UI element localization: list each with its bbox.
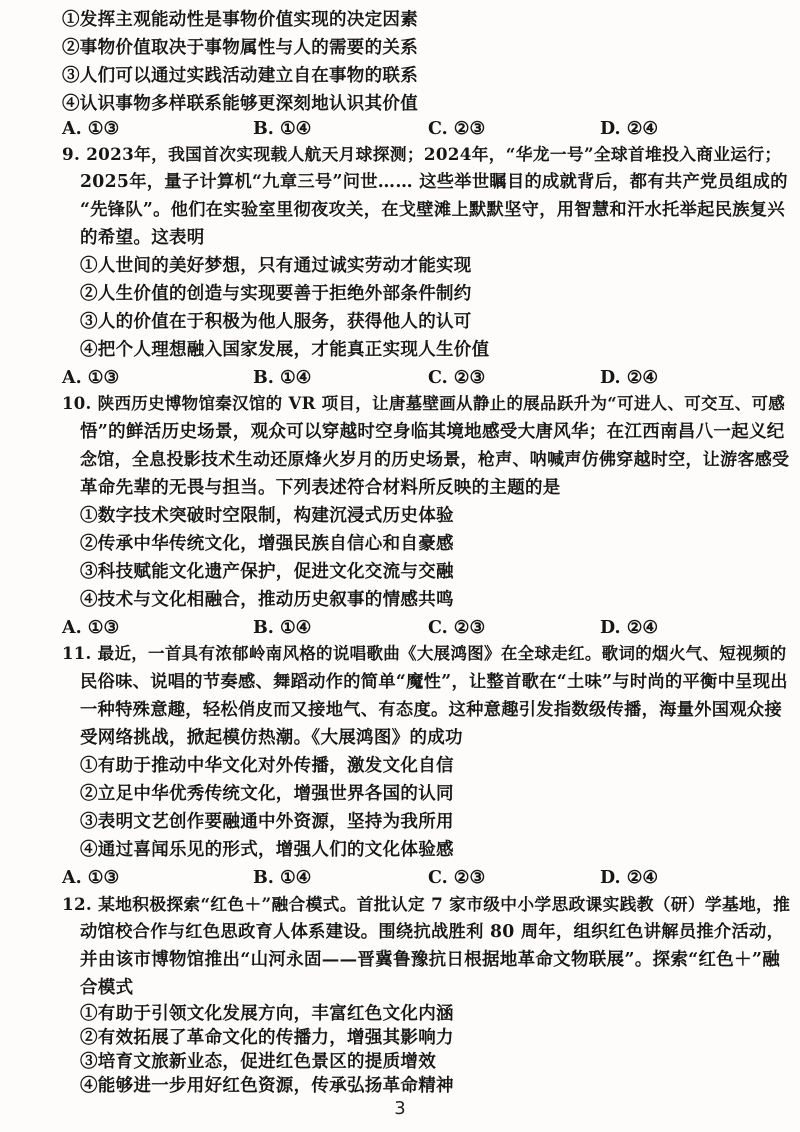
choice-b: B. ①④ <box>253 368 312 388</box>
question-stem-line: 悟”的鲜活历史场景，观众可以穿越时空身临其境地感受大唐风华；在江西南昌八一起义纪 <box>80 422 785 442</box>
question-stem-line: “先锋队”。他们在实验室里彻夜攻关，在戈壁滩上默默坚守，用智慧和汗水托举起民族复兴 <box>80 200 785 220</box>
question-stem-line: 9. 2023年，我国首次实现载人航天月球探测；2024年，“华龙一号”全球首堆投入商业运行； <box>62 144 782 164</box>
choice-b: B. ①④ <box>253 618 312 638</box>
option-line: ④技术与文化相融合，推动历史叙事的情感共鸣 <box>80 590 454 610</box>
option-line: ②传承中华传统文化，增强民族自信心和自豪感 <box>80 534 454 554</box>
choice-c: C. ②③ <box>428 368 486 388</box>
option-line: ③表明文艺创作要融通中外资源，坚持为我所用 <box>80 812 454 832</box>
question-stem-line: 10. 陕西历史博物馆秦汉馆的 VR 项目，让唐墓壁画从静止的展品跃升为“可进人、可交互、可感 <box>62 394 786 413</box>
choice-d: D. ②④ <box>600 868 659 888</box>
option-line: ①有助于推动中华文化对外传播，激发文化自信 <box>80 756 454 776</box>
option-line: ①人世间的美好梦想，只有通过诚实劳动才能实现 <box>80 256 472 276</box>
choice-d: D. ②④ <box>600 618 659 638</box>
option-line: ③科技赋能文化遗产保护，促进文化交流与交融 <box>80 562 454 582</box>
option-line: ②有效拓展了革命文化的传播力，增强其影响力 <box>80 1028 454 1048</box>
option-line: ④认识事物多样联系能够更深刻地认识其价值 <box>62 94 418 114</box>
option-line: ②人生价值的创造与实现要善于拒绝外部条件制约 <box>80 284 472 304</box>
choice-a: A. ①③ <box>62 618 120 638</box>
choice-a: A. ①③ <box>62 368 120 388</box>
choice-c: C. ②③ <box>428 868 486 888</box>
option-line: ③人的价值在于积极为他人服务，获得他人的认可 <box>80 312 472 332</box>
answer-choices <box>0 366 800 390</box>
option-line: ①数字技术突破时空限制，构建沉浸式历史体验 <box>80 506 454 526</box>
question-stem-line: 12. 某地积极探索“红色＋”融合模式。首批认定 7 家市级中小学思政课实践教（研）学基地，推 <box>62 894 791 914</box>
option-line: ④把个人理想融入国家发展，才能真正实现人生价值 <box>80 340 490 360</box>
question-stem-line: 动馆校合作与红色思政育人体系建设。围绕抗战胜利 80 周年，组织红色讲解员推介活动， <box>80 922 785 942</box>
question-stem-line: 念馆，全息投影技术生动还原烽火岁月的历史场景，枪声、呐喊声仿佛穿越时空，让游客感受 <box>80 450 790 470</box>
choice-a: A. ①③ <box>62 119 120 139</box>
answer-choices <box>0 117 800 141</box>
choice-a: A. ①③ <box>62 868 120 888</box>
question-stem-line: 民俗味、说唱的节奏感、舞蹈动作的简单“魔性”，让整首歌在“土味”与时尚的平衡中呈现出 <box>80 672 788 692</box>
question-stem-line: 革命先辈的无畏与担当。下列表述符合材料所反映的主题的是 <box>80 478 561 498</box>
option-line: ③培育文旅新业态，促进红色景区的提质增效 <box>80 1052 436 1072</box>
choice-d: D. ②④ <box>600 368 659 388</box>
choice-b: B. ①④ <box>253 119 312 139</box>
choice-c: C. ②③ <box>428 119 486 139</box>
question-stem-line: 受网络挑战，掀起模仿热潮。《大展鸿图》的成功 <box>80 728 463 748</box>
page-number: 3 <box>394 1098 406 1119</box>
answer-choices <box>0 616 800 640</box>
question-stem-line: 11. 最近，一首具有浓郁岭南风格的说唱歌曲《大展鸿图》在全球走红。歌词的烟火气、短视频的 <box>62 644 787 663</box>
question-stem-line: 2025年，量子计算机“九章三号”问世…… 这些举世瞩目的成就背后，都有共产党员组成的 <box>80 172 788 192</box>
option-line: ④能够进一步用好红色资源，传承弘扬革命精神 <box>80 1076 454 1096</box>
option-line: ④通过喜闻乐见的形式，增强人们的文化体验感 <box>80 840 454 860</box>
question-stem-line: 并由该市博物馆推出“山河永固——晋冀鲁豫抗日根据地革命文物联展”。探索“红色＋”融 <box>80 950 781 970</box>
option-line: ③人们可以通过实践活动建立自在事物的联系 <box>62 66 418 86</box>
option-line: ②事物价值取决于事物属性与人的需要的关系 <box>62 38 418 58</box>
question-stem-line: 的希望。这表明 <box>80 228 205 248</box>
option-line: ①发挥主观能动性是事物价值实现的决定因素 <box>62 10 418 30</box>
choice-d: D. ②④ <box>600 119 659 139</box>
answer-choices <box>0 866 800 890</box>
question-stem-line: 合模式 <box>80 978 134 998</box>
question-stem-line: 一种特殊意趣，轻松俏皮而又接地气、有态度。这种意趣引发指数级传播，海量外国观众接 <box>80 700 783 720</box>
option-line: ②立足中华优秀传统文化，增强世界各国的认同 <box>80 784 454 804</box>
choice-c: C. ②③ <box>428 618 486 638</box>
choice-b: B. ①④ <box>253 868 312 888</box>
option-line: ①有助于引领文化发展方向，丰富红色文化内涵 <box>80 1004 454 1024</box>
